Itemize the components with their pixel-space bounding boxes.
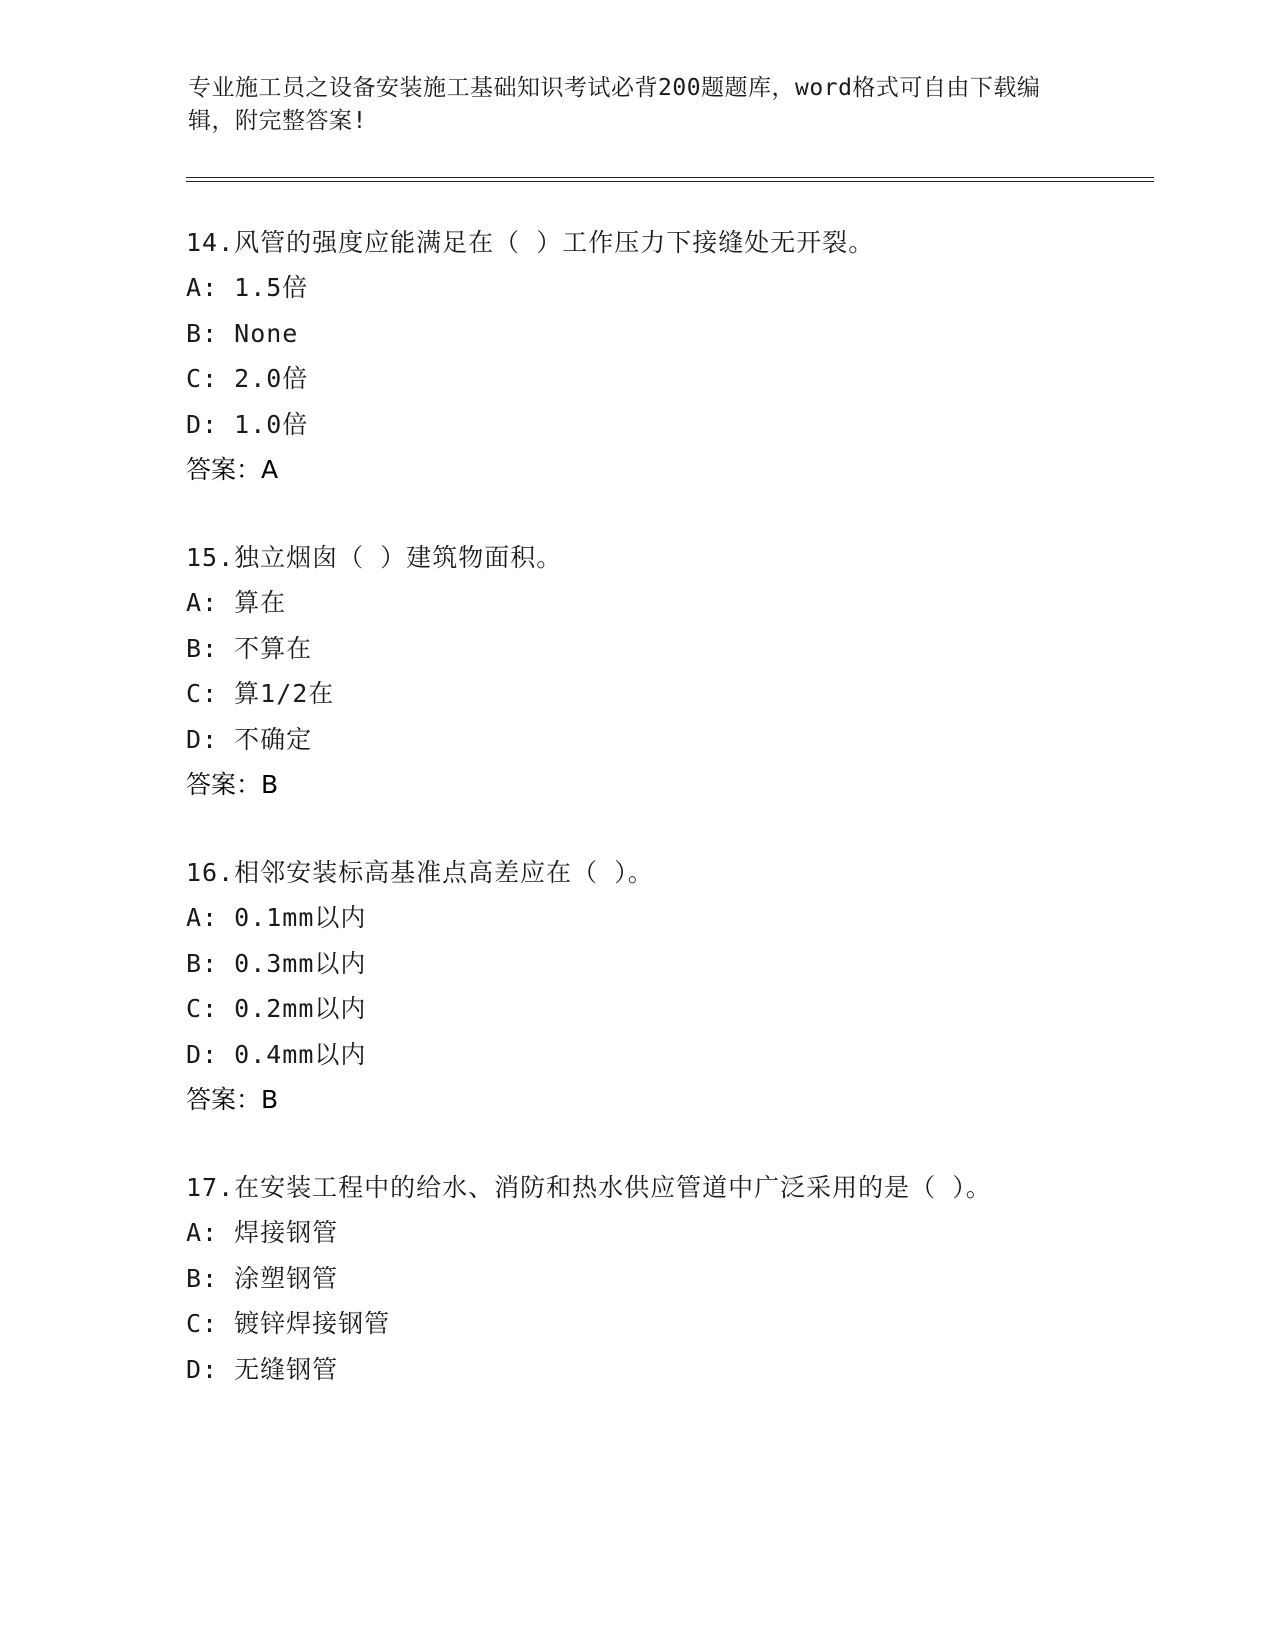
option-b: B: None [186,318,299,348]
question-stem: 14.风管的强度应能满足在（ ）工作压力下接缝处无开裂。 [186,228,875,257]
option-d: D: 不确定 [186,724,313,754]
header-double-rule [186,177,1154,182]
option-a: A: 焊接钢管 [186,1218,339,1247]
answer-label: 答案：B [186,1085,279,1114]
option-b: B: 不算在 [186,633,313,663]
option-c: C: 镀锌焊接钢管 [186,1309,391,1338]
option-c: C: 算1/2在 [186,679,335,708]
document-header-title: 专业施工员之设备安装施工基础知识考试必背200题题库，word格式可自由下载编辑，附完整答案! [188,75,1041,134]
option-b: B: 0.3mm以内 [186,948,367,978]
option-b: B: 涂塑钢管 [186,1263,339,1293]
question-stem: 15.独立烟囱（ ）建筑物面积。 [186,543,563,572]
question-17 [186,1165,1046,1392]
question-stem: 16.相邻安装标高基准点高差应在（ ）。 [186,858,654,887]
option-c: C: 0.2mm以内 [186,994,367,1023]
option-d: D: 0.4mm以内 [186,1039,367,1069]
option-c: C: 2.0倍 [186,364,309,393]
question-16 [186,850,1086,1122]
question-15 [186,535,1086,807]
option-a: A: 1.5倍 [186,273,309,302]
option-d: D: 1.0倍 [186,409,309,439]
option-a: A: 0.1mm以内 [186,903,367,932]
answer-label: 答案：A [186,455,279,484]
answer-label: 答案：B [186,770,279,799]
question-stem: 17.在安装工程中的给水、消防和热水供应管道中广泛采用的是（ ）。 [186,1173,992,1202]
option-a: A: 算在 [186,588,287,617]
question-14 [186,220,1086,492]
option-d: D: 无缝钢管 [186,1354,339,1384]
